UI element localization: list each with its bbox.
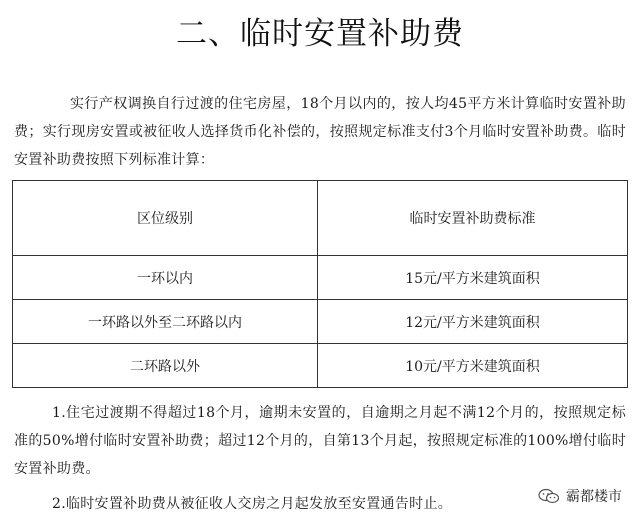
zone-cell: 一环路以外至二环路以内 <box>13 300 318 344</box>
zone-cell: 一环以内 <box>13 256 318 300</box>
rate-cell: 12元/平方米建筑面积 <box>318 300 628 344</box>
table-row <box>13 344 628 388</box>
rate-cell: 15元/平方米建筑面积 <box>318 256 628 300</box>
header-zone-level: 区位级别 <box>13 181 318 256</box>
rule-2-paragraph: 2.临时安置补助费从被征收人交房之月起发放至安置通告时止。 <box>52 496 453 512</box>
wechat-icon <box>538 488 560 504</box>
page-title: 二、临时安置补助费 <box>176 16 464 52</box>
rule-1-paragraph: 1.住宅过渡期不得超过18个月，逾期未安置的，自逾期之月起不满12个月的，按照规定标准的50%增付临时安置补助费；超过12个月的，自第13个月起，按照规定标准的100%增付临时安置补助费。 <box>14 405 626 477</box>
intro-paragraph: 实行产权调换自行过渡的住宅房屋，18个月以内的，按人均45平方米计算临时安置补助费；实行现房安置或被征收人选择货币化补偿的，按照规定标准支付3个月临时安置补助费。临时安置补助费按照下列标准计算： <box>14 96 626 168</box>
zone-cell: 二环路以外 <box>13 344 318 388</box>
table-row <box>13 256 628 300</box>
rate-cell: 10元/平方米建筑面积 <box>318 344 628 388</box>
header-subsidy-standard: 临时安置补助费标准 <box>318 181 628 256</box>
table-header-row <box>13 181 628 256</box>
account-watermark <box>534 484 626 508</box>
table-row <box>13 300 628 344</box>
subsidy-rate-table <box>12 180 628 388</box>
watermark-text: 霸都楼市 <box>566 489 622 505</box>
